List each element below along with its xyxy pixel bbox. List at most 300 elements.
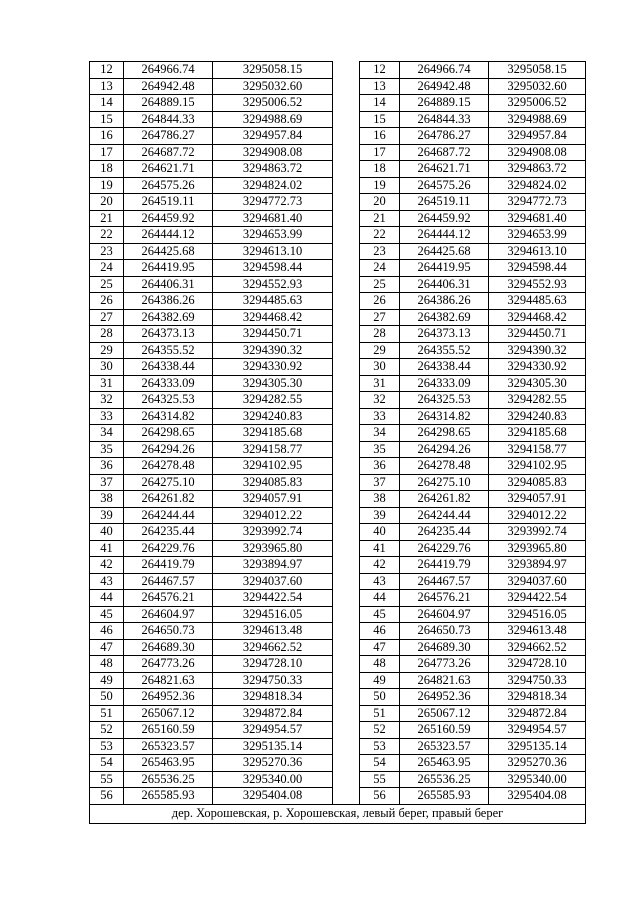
table-row	[90, 639, 586, 656]
left-point-number: 53	[90, 738, 124, 755]
left-y-coordinate: 3294954.57	[213, 722, 333, 739]
column-separator	[333, 458, 360, 475]
right-x-coordinate: 264687.72	[400, 144, 489, 161]
left-x-coordinate: 264519.11	[124, 194, 213, 211]
right-x-coordinate: 264325.53	[400, 392, 489, 409]
column-separator	[333, 128, 360, 145]
table-row	[90, 309, 586, 326]
right-y-coordinate: 3294613.48	[489, 623, 586, 640]
left-point-number: 41	[90, 540, 124, 557]
table-row	[90, 722, 586, 739]
column-separator	[333, 210, 360, 227]
right-x-coordinate: 264942.48	[400, 78, 489, 95]
left-y-coordinate: 3293965.80	[213, 540, 333, 557]
left-y-coordinate: 3295006.52	[213, 95, 333, 112]
left-y-coordinate: 3294552.93	[213, 276, 333, 293]
left-y-coordinate: 3294185.68	[213, 425, 333, 442]
left-x-coordinate: 264773.26	[124, 656, 213, 673]
right-point-number: 55	[360, 771, 400, 788]
left-y-coordinate: 3294653.99	[213, 227, 333, 244]
left-y-coordinate: 3295135.14	[213, 738, 333, 755]
table-row	[90, 425, 586, 442]
table-row	[90, 606, 586, 623]
left-x-coordinate: 264333.09	[124, 375, 213, 392]
left-x-coordinate: 264786.27	[124, 128, 213, 145]
right-x-coordinate: 264229.76	[400, 540, 489, 557]
column-separator	[333, 590, 360, 607]
left-y-coordinate: 3294057.91	[213, 491, 333, 508]
column-separator	[333, 606, 360, 623]
right-point-number: 15	[360, 111, 400, 128]
table-row	[90, 540, 586, 557]
left-point-number: 29	[90, 342, 124, 359]
column-separator	[333, 656, 360, 673]
column-separator	[333, 276, 360, 293]
right-point-number: 40	[360, 524, 400, 541]
right-y-coordinate: 3293894.97	[489, 557, 586, 574]
column-separator	[333, 227, 360, 244]
left-point-number: 47	[90, 639, 124, 656]
column-separator	[333, 260, 360, 277]
column-separator	[333, 573, 360, 590]
column-separator	[333, 194, 360, 211]
left-y-coordinate: 3294613.48	[213, 623, 333, 640]
left-x-coordinate: 264425.68	[124, 243, 213, 260]
right-point-number: 34	[360, 425, 400, 442]
right-y-coordinate: 3295270.36	[489, 755, 586, 772]
right-point-number: 46	[360, 623, 400, 640]
table-row	[90, 672, 586, 689]
left-y-coordinate: 3295270.36	[213, 755, 333, 772]
left-point-number: 34	[90, 425, 124, 442]
right-y-coordinate: 3294185.68	[489, 425, 586, 442]
table-row	[90, 771, 586, 788]
table-row	[90, 111, 586, 128]
right-x-coordinate: 264459.92	[400, 210, 489, 227]
left-x-coordinate: 264325.53	[124, 392, 213, 409]
column-separator	[333, 425, 360, 442]
left-point-number: 18	[90, 161, 124, 178]
column-separator	[333, 507, 360, 524]
table-row	[90, 705, 586, 722]
left-y-coordinate: 3295032.60	[213, 78, 333, 95]
column-separator	[333, 540, 360, 557]
left-x-coordinate: 264338.44	[124, 359, 213, 376]
right-x-coordinate: 264294.26	[400, 441, 489, 458]
right-point-number: 37	[360, 474, 400, 491]
left-point-number: 46	[90, 623, 124, 640]
column-separator	[333, 95, 360, 112]
column-separator	[333, 557, 360, 574]
table-row	[90, 95, 586, 112]
right-x-coordinate: 264821.63	[400, 672, 489, 689]
table-row	[90, 194, 586, 211]
left-x-coordinate: 264244.44	[124, 507, 213, 524]
right-x-coordinate: 264298.65	[400, 425, 489, 442]
right-point-number: 31	[360, 375, 400, 392]
left-y-coordinate: 3294468.42	[213, 309, 333, 326]
right-point-number: 35	[360, 441, 400, 458]
left-y-coordinate: 3295340.00	[213, 771, 333, 788]
table-row	[90, 441, 586, 458]
right-y-coordinate: 3294330.92	[489, 359, 586, 376]
table-row	[90, 557, 586, 574]
right-x-coordinate: 264689.30	[400, 639, 489, 656]
right-point-number: 48	[360, 656, 400, 673]
right-x-coordinate: 264576.21	[400, 590, 489, 607]
left-x-coordinate: 264576.21	[124, 590, 213, 607]
column-separator	[333, 293, 360, 310]
left-x-coordinate: 264689.30	[124, 639, 213, 656]
left-point-number: 17	[90, 144, 124, 161]
column-separator	[333, 78, 360, 95]
right-y-coordinate: 3294988.69	[489, 111, 586, 128]
left-point-number: 30	[90, 359, 124, 376]
table-row	[90, 524, 586, 541]
right-x-coordinate: 265463.95	[400, 755, 489, 772]
left-y-coordinate: 3294662.52	[213, 639, 333, 656]
left-y-coordinate: 3294598.44	[213, 260, 333, 277]
right-y-coordinate: 3294598.44	[489, 260, 586, 277]
column-separator	[333, 441, 360, 458]
column-separator	[333, 375, 360, 392]
left-point-number: 36	[90, 458, 124, 475]
table-row	[90, 755, 586, 772]
right-y-coordinate: 3293965.80	[489, 540, 586, 557]
column-separator	[333, 408, 360, 425]
left-x-coordinate: 264294.26	[124, 441, 213, 458]
table-row	[90, 623, 586, 640]
left-point-number: 13	[90, 78, 124, 95]
right-point-number: 26	[360, 293, 400, 310]
left-point-number: 26	[90, 293, 124, 310]
table-row	[90, 260, 586, 277]
right-point-number: 28	[360, 326, 400, 343]
left-x-coordinate: 264444.12	[124, 227, 213, 244]
column-separator	[333, 771, 360, 788]
left-point-number: 40	[90, 524, 124, 541]
left-point-number: 33	[90, 408, 124, 425]
right-x-coordinate: 264235.44	[400, 524, 489, 541]
right-y-coordinate: 3295058.15	[489, 62, 586, 79]
left-point-number: 27	[90, 309, 124, 326]
right-x-coordinate: 264519.11	[400, 194, 489, 211]
table-row	[90, 689, 586, 706]
right-point-number: 17	[360, 144, 400, 161]
right-x-coordinate: 264333.09	[400, 375, 489, 392]
right-y-coordinate: 3294772.73	[489, 194, 586, 211]
table-row	[90, 573, 586, 590]
left-point-number: 15	[90, 111, 124, 128]
table-row	[90, 738, 586, 755]
right-point-number: 44	[360, 590, 400, 607]
coordinates-table-body	[90, 62, 586, 805]
table-row	[90, 326, 586, 343]
table-row	[90, 128, 586, 145]
right-point-number: 16	[360, 128, 400, 145]
right-y-coordinate: 3294468.42	[489, 309, 586, 326]
right-y-coordinate: 3294012.22	[489, 507, 586, 524]
right-point-number: 47	[360, 639, 400, 656]
column-separator	[333, 722, 360, 739]
left-point-number: 23	[90, 243, 124, 260]
right-x-coordinate: 264786.27	[400, 128, 489, 145]
column-separator	[333, 144, 360, 161]
table-row	[90, 293, 586, 310]
right-y-coordinate: 3294450.71	[489, 326, 586, 343]
right-y-coordinate: 3294872.84	[489, 705, 586, 722]
table-row	[90, 474, 586, 491]
column-separator	[333, 738, 360, 755]
right-y-coordinate: 3294863.72	[489, 161, 586, 178]
table-row	[90, 243, 586, 260]
left-y-coordinate: 3294485.63	[213, 293, 333, 310]
left-y-coordinate: 3293992.74	[213, 524, 333, 541]
left-x-coordinate: 264382.69	[124, 309, 213, 326]
left-y-coordinate: 3294516.05	[213, 606, 333, 623]
right-y-coordinate: 3295135.14	[489, 738, 586, 755]
right-point-number: 21	[360, 210, 400, 227]
location-caption: дер. Хорошевская, р. Хорошевская, левый берег, правый берег	[90, 804, 586, 823]
left-x-coordinate: 264459.92	[124, 210, 213, 227]
left-y-coordinate: 3294037.60	[213, 573, 333, 590]
right-y-coordinate: 3294422.54	[489, 590, 586, 607]
left-y-coordinate: 3294824.02	[213, 177, 333, 194]
left-point-number: 32	[90, 392, 124, 409]
right-y-coordinate: 3294390.32	[489, 342, 586, 359]
right-x-coordinate: 264889.15	[400, 95, 489, 112]
left-y-coordinate: 3294422.54	[213, 590, 333, 607]
left-point-number: 35	[90, 441, 124, 458]
right-point-number: 12	[360, 62, 400, 79]
right-point-number: 13	[360, 78, 400, 95]
table-row	[90, 210, 586, 227]
left-y-coordinate: 3294681.40	[213, 210, 333, 227]
table-row	[90, 177, 586, 194]
left-y-coordinate: 3294750.33	[213, 672, 333, 689]
right-x-coordinate: 264425.68	[400, 243, 489, 260]
left-point-number: 31	[90, 375, 124, 392]
left-y-coordinate: 3294613.10	[213, 243, 333, 260]
right-x-coordinate: 264373.13	[400, 326, 489, 343]
right-x-coordinate: 264604.97	[400, 606, 489, 623]
left-x-coordinate: 264467.57	[124, 573, 213, 590]
right-x-coordinate: 264467.57	[400, 573, 489, 590]
left-point-number: 20	[90, 194, 124, 211]
right-point-number: 33	[360, 408, 400, 425]
right-x-coordinate: 264650.73	[400, 623, 489, 640]
right-point-number: 19	[360, 177, 400, 194]
right-x-coordinate: 265536.25	[400, 771, 489, 788]
right-y-coordinate: 3294240.83	[489, 408, 586, 425]
right-y-coordinate: 3294681.40	[489, 210, 586, 227]
right-y-coordinate: 3294085.83	[489, 474, 586, 491]
right-y-coordinate: 3294282.55	[489, 392, 586, 409]
column-separator	[333, 639, 360, 656]
right-x-coordinate: 264773.26	[400, 656, 489, 673]
left-point-number: 21	[90, 210, 124, 227]
left-point-number: 22	[90, 227, 124, 244]
right-x-coordinate: 264355.52	[400, 342, 489, 359]
left-point-number: 55	[90, 771, 124, 788]
right-point-number: 49	[360, 672, 400, 689]
right-point-number: 42	[360, 557, 400, 574]
right-x-coordinate: 264444.12	[400, 227, 489, 244]
left-x-coordinate: 265585.93	[124, 788, 213, 805]
left-x-coordinate: 265067.12	[124, 705, 213, 722]
right-y-coordinate: 3294057.91	[489, 491, 586, 508]
right-point-number: 53	[360, 738, 400, 755]
left-y-coordinate: 3294330.92	[213, 359, 333, 376]
table-row	[90, 62, 586, 79]
left-point-number: 43	[90, 573, 124, 590]
table-row	[90, 78, 586, 95]
left-point-number: 24	[90, 260, 124, 277]
right-y-coordinate: 3294516.05	[489, 606, 586, 623]
right-x-coordinate: 264844.33	[400, 111, 489, 128]
right-x-coordinate: 264338.44	[400, 359, 489, 376]
right-x-coordinate: 264966.74	[400, 62, 489, 79]
right-x-coordinate: 264419.95	[400, 260, 489, 277]
left-y-coordinate: 3294305.30	[213, 375, 333, 392]
right-point-number: 41	[360, 540, 400, 557]
right-point-number: 23	[360, 243, 400, 260]
right-x-coordinate: 264621.71	[400, 161, 489, 178]
left-point-number: 44	[90, 590, 124, 607]
right-y-coordinate: 3294102.95	[489, 458, 586, 475]
left-point-number: 39	[90, 507, 124, 524]
left-point-number: 50	[90, 689, 124, 706]
table-row	[90, 342, 586, 359]
right-x-coordinate: 264419.79	[400, 557, 489, 574]
right-y-coordinate: 3294653.99	[489, 227, 586, 244]
footer-row	[90, 804, 586, 823]
left-y-coordinate: 3294957.84	[213, 128, 333, 145]
left-x-coordinate: 264844.33	[124, 111, 213, 128]
right-y-coordinate: 3294552.93	[489, 276, 586, 293]
table-row	[90, 227, 586, 244]
right-y-coordinate: 3294908.08	[489, 144, 586, 161]
column-separator	[333, 705, 360, 722]
right-y-coordinate: 3294158.77	[489, 441, 586, 458]
left-x-coordinate: 264821.63	[124, 672, 213, 689]
left-point-number: 42	[90, 557, 124, 574]
right-point-number: 22	[360, 227, 400, 244]
left-point-number: 25	[90, 276, 124, 293]
left-x-coordinate: 264355.52	[124, 342, 213, 359]
left-point-number: 54	[90, 755, 124, 772]
right-y-coordinate: 3294485.63	[489, 293, 586, 310]
left-y-coordinate: 3294158.77	[213, 441, 333, 458]
left-point-number: 28	[90, 326, 124, 343]
right-x-coordinate: 264244.44	[400, 507, 489, 524]
left-x-coordinate: 264298.65	[124, 425, 213, 442]
left-x-coordinate: 264942.48	[124, 78, 213, 95]
column-separator	[333, 161, 360, 178]
table-row	[90, 656, 586, 673]
left-x-coordinate: 264406.31	[124, 276, 213, 293]
left-x-coordinate: 264952.36	[124, 689, 213, 706]
right-x-coordinate: 265585.93	[400, 788, 489, 805]
left-point-number: 45	[90, 606, 124, 623]
right-y-coordinate: 3294613.10	[489, 243, 586, 260]
left-x-coordinate: 264687.72	[124, 144, 213, 161]
left-y-coordinate: 3294863.72	[213, 161, 333, 178]
column-separator	[333, 326, 360, 343]
left-y-coordinate: 3294240.83	[213, 408, 333, 425]
table-row	[90, 491, 586, 508]
table-row	[90, 144, 586, 161]
right-point-number: 38	[360, 491, 400, 508]
table-row	[90, 788, 586, 805]
left-y-coordinate: 3294818.34	[213, 689, 333, 706]
right-point-number: 45	[360, 606, 400, 623]
right-point-number: 36	[360, 458, 400, 475]
right-point-number: 25	[360, 276, 400, 293]
left-point-number: 52	[90, 722, 124, 739]
right-point-number: 52	[360, 722, 400, 739]
left-point-number: 38	[90, 491, 124, 508]
right-point-number: 18	[360, 161, 400, 178]
right-x-coordinate: 264575.26	[400, 177, 489, 194]
right-y-coordinate: 3294957.84	[489, 128, 586, 145]
left-y-coordinate: 3294872.84	[213, 705, 333, 722]
right-y-coordinate: 3293992.74	[489, 524, 586, 541]
right-point-number: 30	[360, 359, 400, 376]
right-point-number: 51	[360, 705, 400, 722]
table-row	[90, 458, 586, 475]
left-x-coordinate: 264889.15	[124, 95, 213, 112]
right-point-number: 14	[360, 95, 400, 112]
right-point-number: 27	[360, 309, 400, 326]
column-separator	[333, 755, 360, 772]
left-x-coordinate: 264966.74	[124, 62, 213, 79]
left-y-coordinate: 3294908.08	[213, 144, 333, 161]
right-y-coordinate: 3295032.60	[489, 78, 586, 95]
left-y-coordinate: 3293894.97	[213, 557, 333, 574]
right-x-coordinate: 264275.10	[400, 474, 489, 491]
right-x-coordinate: 265160.59	[400, 722, 489, 739]
left-y-coordinate: 3294282.55	[213, 392, 333, 409]
column-separator	[333, 524, 360, 541]
column-separator	[333, 689, 360, 706]
left-y-coordinate: 3294012.22	[213, 507, 333, 524]
left-y-coordinate: 3294390.32	[213, 342, 333, 359]
left-x-coordinate: 264275.10	[124, 474, 213, 491]
right-point-number: 32	[360, 392, 400, 409]
right-point-number: 43	[360, 573, 400, 590]
right-x-coordinate: 264952.36	[400, 689, 489, 706]
left-x-coordinate: 264229.76	[124, 540, 213, 557]
coordinates-table	[89, 61, 586, 824]
table-row	[90, 408, 586, 425]
right-point-number: 50	[360, 689, 400, 706]
table-row	[90, 590, 586, 607]
left-y-coordinate: 3294772.73	[213, 194, 333, 211]
column-separator	[333, 392, 360, 409]
column-separator	[333, 474, 360, 491]
left-point-number: 12	[90, 62, 124, 79]
left-x-coordinate: 265323.57	[124, 738, 213, 755]
right-x-coordinate: 264278.48	[400, 458, 489, 475]
table-row	[90, 359, 586, 376]
right-x-coordinate: 265067.12	[400, 705, 489, 722]
table-row	[90, 375, 586, 392]
left-point-number: 49	[90, 672, 124, 689]
column-separator	[333, 62, 360, 79]
left-x-coordinate: 265463.95	[124, 755, 213, 772]
left-x-coordinate: 264621.71	[124, 161, 213, 178]
